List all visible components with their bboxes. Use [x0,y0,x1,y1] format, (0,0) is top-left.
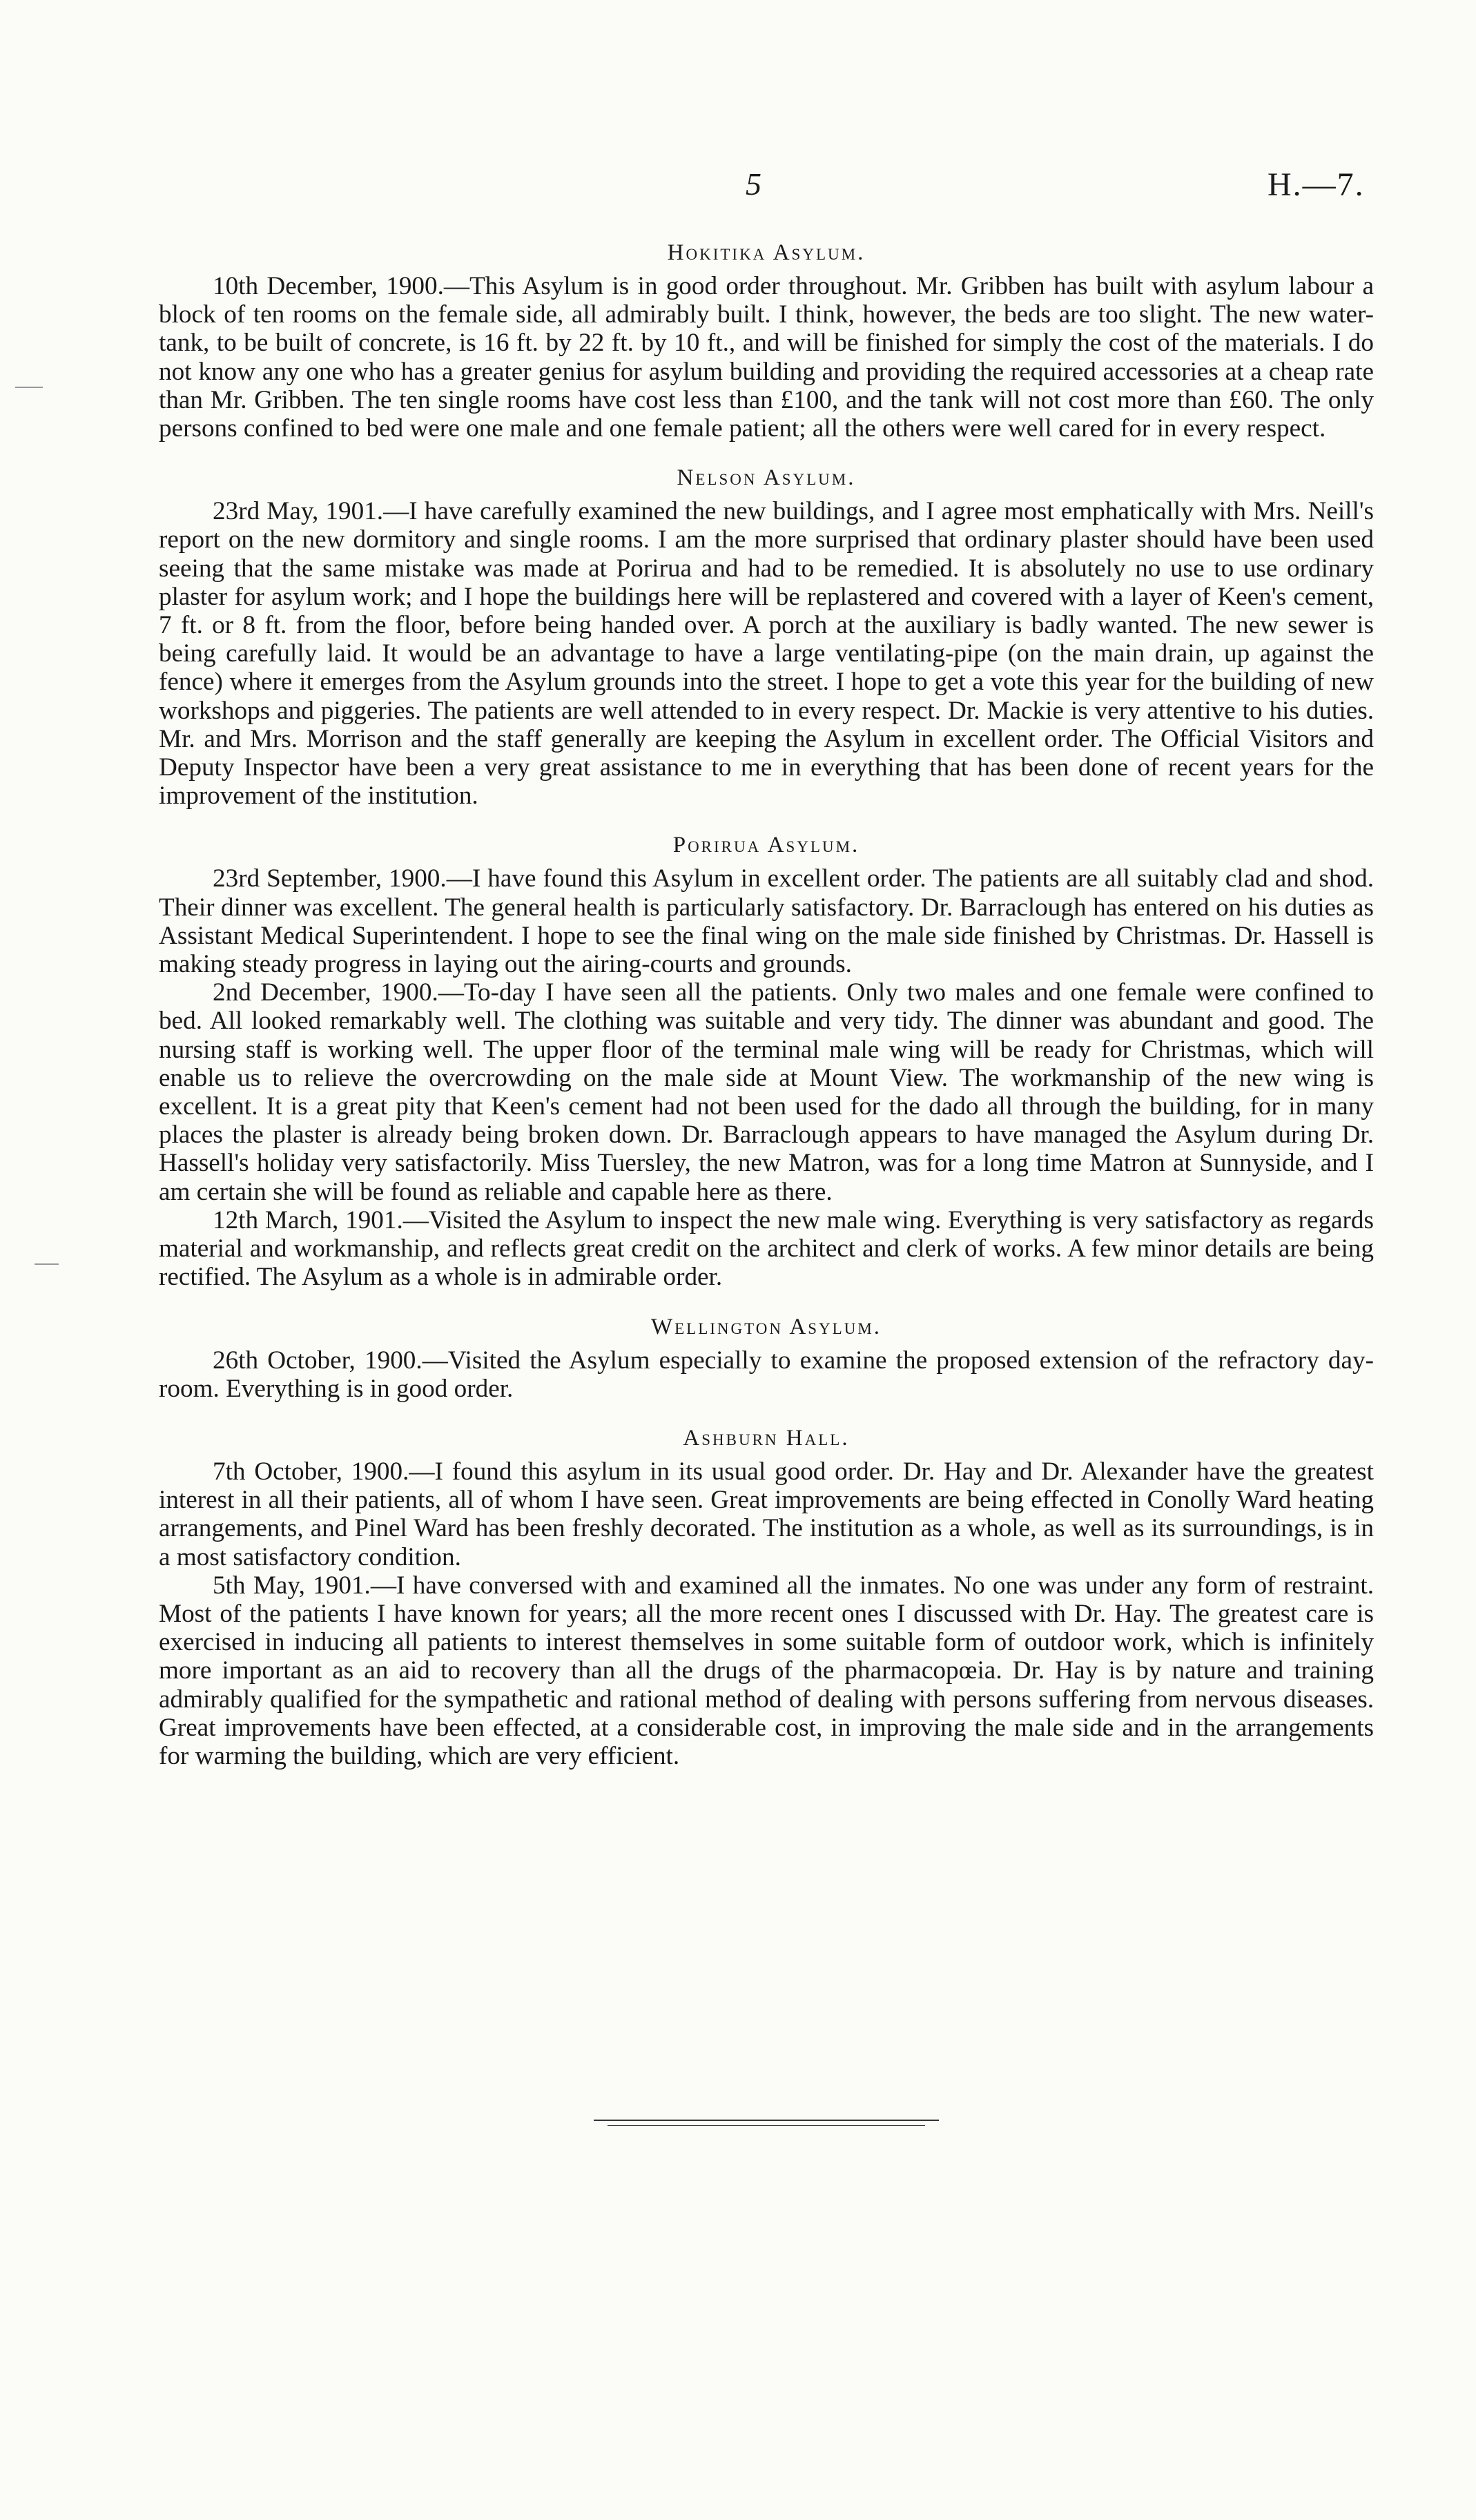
page-reference: H.—7. [1268,166,1365,203]
document-body [159,238,1374,1791]
margin-mark [15,387,43,388]
paragraph: 23rd September, 1900.—I have found this Asylum in excellent order. The patients are all suitably clad and shod. Their dinner was excellent. The general health is particularly satisfactory. Dr. Barraclough has entered on his duties as Assistant Medical Superintendent. I hope to see the final wing on the male side finished by Christmas. Dr. Hassell is making steady progress in laying out the airing-courts and grounds. [159,864,1374,979]
page-number: 5 [746,166,761,202]
paragraph: 10th December, 1900.—This Asylum is in good order throughout. Mr. Gribben has built with asylum labour a block of ten rooms on the female side, all admirably built. I think, however, the beds are too slight. The new water-tank, to be built of concrete, is 16 ft. by 22 ft. by 10 ft., and will be finished for simply the cost of the materials. I do not know any one who has a greater genius for asylum building and providing the required accessories at a cheap rate than Mr. Gribben. The ten single rooms have cost less than £100, and the tank will not cost more than £60. The only persons confined to bed were one male and one female patient; all the others were well cared for in every respect. [159,272,1374,443]
section-hokitika [159,238,1374,443]
section-heading: Ashburn Hall. [683,1425,850,1451]
section-heading: Hokitika Asylum. [667,240,866,265]
paragraph: 23rd May, 1901.—I have carefully examined the new buildings, and I agree most emphatically with Mrs. Neill's report on the new dormitory and single rooms. I am the more surprised that ordinary plaster should have been used seeing that the same mistake was made at Porirua and had to be remedied. It is absolutely no use to use ordinary plaster for asylum work; and I hope the buildings here will be replastered and covered with a layer of Keen's cement, 7 ft. or 8 ft. from the floor, before being handed over. A porch at the auxiliary is badly wanted. The new sewer is being carefully laid. It would be an advantage to have a large ventilating-pipe (on the main drain, up against the fence) where it emerges from the Asylum grounds into the street. I hope to get a vote this year for the building of new workshops and piggeries. The patients are well attended to in every respect. Dr. Mackie is very attentive to his duties. Mr. and Mrs. Morrison and the staff generally are keeping the Asylum in excellent order. The Official Visitors and Deputy Inspector have been a very great assistance to me in everything that has been done of recent years for the improvement of the institution. [159,497,1374,811]
section-heading: Porirua Asylum. [672,833,860,858]
paragraph: 7th October, 1900.—I found this asylum in its usual good order. Dr. Hay and Dr. Alexander have the greatest interest in all their patients, all of whom I have seen. Great improvements are being effected in Conolly Ward heating arrangements, and Pinel Ward has been freshly decorated. The institution as a whole, as well as its surroundings, is in a most satisfactory condition. [159,1457,1374,1571]
section-nelson [159,463,1374,810]
paragraph: 5th May, 1901.—I have conversed with and examined all the inmates. No one was under any form of restraint. Most of the patients I have known for years; all the more recent ones I discussed with Dr. Hay. The greatest care is exercised in inducing all patients to interest themselves in some suitable form of outdoor work, which is infinitely more important as an aid to recovery than all the drugs of the pharmacopœia. Dr. Hay is by nature and training admirably qualified for the sympathetic and rational method of dealing with persons suffering from nervous diseases. Great improvements have been effected, at a considerable cost, in improving the male side and in the arrangements for warming the building, which are very efficient. [159,1571,1374,1770]
section-wellington [159,1312,1374,1403]
section-porirua [159,831,1374,1291]
section-heading: Wellington Asylum. [650,1314,882,1339]
paragraph: 2nd December, 1900.—To-day I have seen all the patients. Only two males and one female were confined to bed. All looked remarkably well. The clothing was suitable and very tidy. The dinner was abundant and good. The nursing staff is working well. The upper floor of the terminal male wing will be ready for Christmas, which will enable us to relieve the overcrowding on the male side at Mount View. The workmanship of the new wing is excellent. It is a great pity that Keen's cement had not been used for the dado all through the building, for in many places the plaster is already being broken down. Dr. Barraclough appears to have managed the Asylum during Dr. Hassell's holiday very satisfactorily. Miss Tuersley, the new Matron, was for a long time Matron at Sunnyside, and I am certain she will be found as reliable and capable here as there. [159,978,1374,1206]
closing-rule [594,2120,939,2121]
section-heading: Nelson Asylum. [677,465,856,491]
closing-rule-thin [608,2125,925,2126]
paragraph: 26th October, 1900.—Visited the Asylum especially to examine the proposed extension of the refractory day-room. Everything is in good order. [159,1346,1374,1403]
paragraph: 12th March, 1901.—Visited the Asylum to inspect the new male wing. Everything is very satisfactory as regards material and workmanship, and reflects great credit on the architect and clerk of works. A few minor details are being rectified. The Asylum as a whole is in admirable order. [159,1205,1374,1292]
section-ashburn [159,1424,1374,1770]
margin-mark [35,1263,59,1265]
